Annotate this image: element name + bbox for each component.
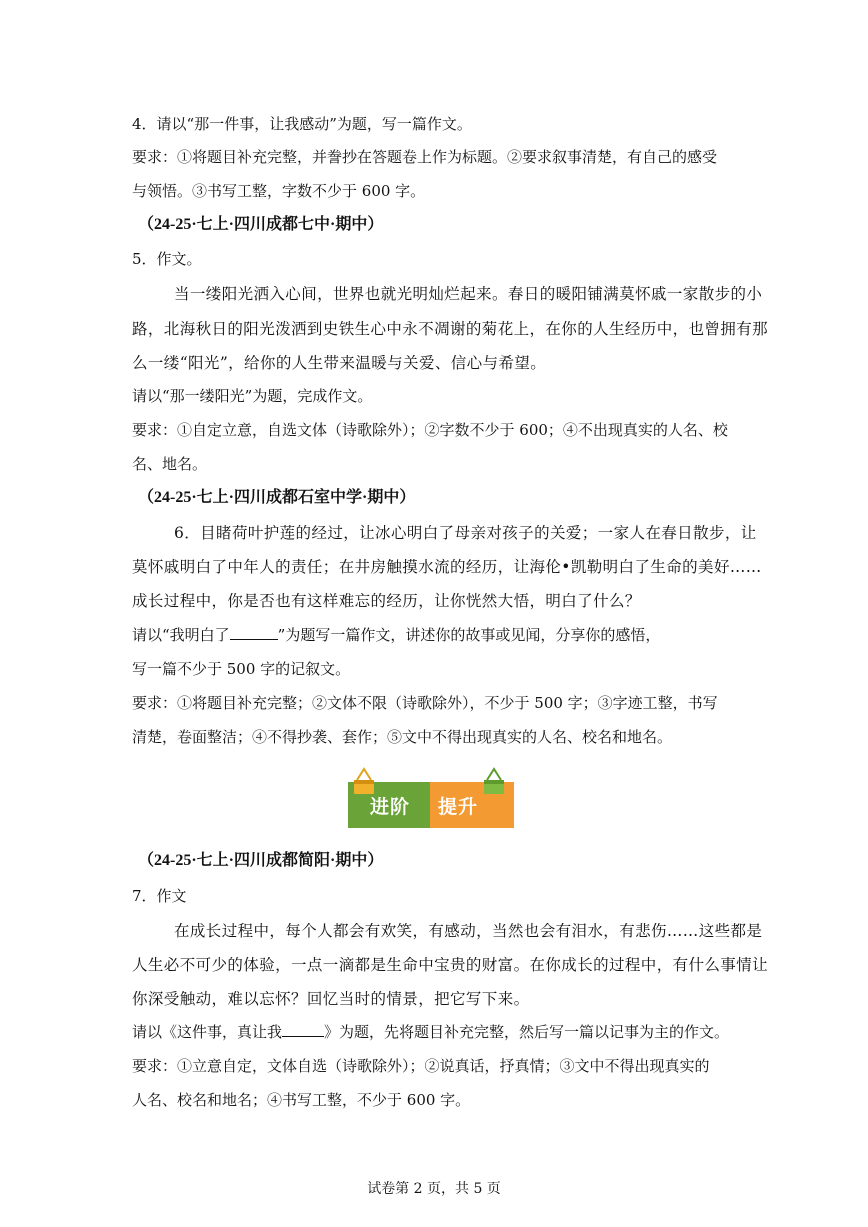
q6-prompt-line2: 写一篇不少于 500 字的记叙文。 (132, 660, 351, 678)
q7-material-line3: 你深受触动，难以忘怀？回忆当时的情景，把它写下来。 (132, 990, 530, 1008)
q5-requirements-line2: 名、地名。 (132, 455, 208, 473)
q7-material-line1: 在成长过程中，每个人都会有欢笑，有感动，当然也会有泪水，有悲伤……这些都是 (174, 922, 763, 940)
q4-prompt: 4．请以“那一件事，让我感动”为题，写一篇作文。 (132, 115, 472, 133)
binder-clip-icon (352, 766, 376, 796)
q6-source-heading: （24-25·七上·四川成都石室中学·期中） (138, 489, 416, 506)
q6-prompt-suffix: ”为题写一篇作文，讲述你的故事或见闻，分享你的感悟， (277, 626, 661, 644)
q5-material-line3: 么一缕“阳光”，给你的人生带来温暖与关爱、信心与希望。 (132, 354, 547, 372)
q5-requirements-line1: 要求：①自定立意，自选文体（诗歌除外）；②字数不少于 600；④不出现真实的人名、校 (132, 421, 728, 439)
q7-material-line2: 人生必不可少的体验，一点一滴都是生命中宝贵的财富。在你成长的过程中，有什么事情让 (132, 956, 769, 974)
q7-title-blank (282, 1022, 324, 1037)
q5-label: 5．作文。 (132, 250, 202, 268)
banner-left-text: 进阶 (370, 796, 411, 818)
q6-material-line1: 6．目睹荷叶护莲的经过，让冰心明白了母亲对孩子的关爱；一家人在春日散步，让 (174, 524, 757, 542)
q6-prompt-prefix: 请以“我明白了 (132, 626, 230, 644)
q5-material-line1: 当一缕阳光洒入心间，世界也就光明灿烂起来。春日的暖阳铺满莫怀戚一家散步的小 (174, 285, 763, 303)
page-footer: 试卷第 2 页，共 5 页 (367, 1181, 501, 1197)
q6-material-line2: 莫怀戚明白了中年人的责任；在井房触摸水流的经历，让海伦•凯勒明白了生命的美好…… (132, 558, 762, 576)
q7-prompt-suffix: 》为题，先将题目补充完整，然后写一篇以记事为主的作文。 (324, 1023, 730, 1041)
q4-requirements-line1: 要求：①将题目补充完整，并誊抄在答题卷上作为标题。②要求叙事清楚，有自己的感受 (132, 148, 718, 166)
q5-source-heading: （24-25·七上·四川成都七中·期中） (138, 216, 384, 233)
q7-prompt-prefix: 请以《这件事，真让我 (132, 1023, 283, 1041)
q7-source-heading: （24-25·七上·四川成都简阳·期中） (138, 852, 384, 869)
q7-label: 7．作文 (132, 887, 187, 905)
q6-prompt (132, 624, 660, 646)
banner-right-text: 提升 (438, 796, 479, 818)
q7-prompt (132, 1021, 729, 1043)
q6-requirements-line1: 要求：①将题目补充完整；②文体不限（诗歌除外），不少于 500 字；③字迹工整，书写 (132, 694, 718, 712)
q5-material-line2: 路，北海秋日的阳光泼洒到史铁生心中永不凋谢的菊花上，在你的人生经历中，也曾拥有那 (132, 320, 769, 338)
q6-material-line3: 成长过程中，你是否也有这样难忘的经历，让你恍然大悟，明白了什么？ (132, 592, 641, 610)
q5-prompt: 请以“那一缕阳光”为题，完成作文。 (132, 387, 373, 405)
binder-clip-icon (482, 766, 506, 796)
q6-title-blank (230, 625, 278, 640)
q7-requirements-line1: 要求：①立意自定，文体自选（诗歌除外）；②说真话，抒真情；③文中不得出现真实的 (132, 1057, 710, 1075)
q4-requirements-line2: 与领悟。③书写工整，字数不少于 600 字。 (132, 182, 426, 200)
q6-requirements-line2: 清楚，卷面整洁；④不得抄袭、套作；⑤文中不得出现真实的人名、校名和地名。 (132, 728, 673, 746)
q7-requirements-line2: 人名、校名和地名；④书写工整，不少于 600 字。 (132, 1091, 471, 1109)
